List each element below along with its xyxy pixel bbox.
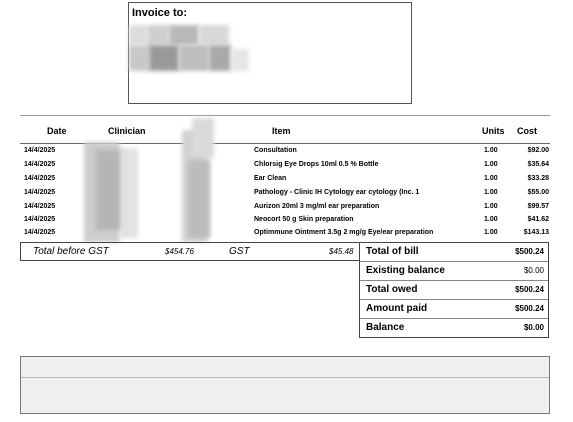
row-date: 14/4/2025 — [24, 147, 56, 154]
summary-total-of-bill — [360, 243, 548, 262]
row-units: 1.00 — [484, 175, 498, 182]
row-date: 14/4/2025 — [24, 229, 56, 236]
row-item: Optimmune Ointment 3.5g 2 mg/g Eye/ear preparation — [254, 229, 434, 236]
summary-balance — [360, 319, 548, 338]
row-date: 14/4/2025 — [24, 161, 56, 168]
summary-amount-paid — [360, 300, 548, 319]
row-cost: $55.00 — [527, 189, 549, 196]
total-before-gst-label: Total before GST — [33, 246, 109, 257]
row-cost: $35.64 — [527, 161, 549, 168]
row-units: 1.00 — [484, 203, 498, 210]
summary-box — [359, 242, 549, 338]
row-item: Ear Clean — [254, 175, 287, 182]
summary-existing-balance — [360, 262, 548, 281]
notes-box — [20, 356, 550, 414]
row-units: 1.00 — [484, 189, 498, 196]
invoice-to-box — [128, 2, 412, 104]
row-date: 14/4/2025 — [24, 189, 56, 196]
summary-total-owed — [360, 281, 548, 300]
row-date: 14/4/2025 — [24, 203, 56, 210]
row-date: 14/4/2025 — [24, 216, 56, 223]
existing-balance-label: Existing balance — [366, 265, 445, 276]
header-clinician: Clinician — [108, 126, 146, 136]
row-item: Chlorsig Eye Drops 10ml 0.5 % Bottle — [254, 161, 379, 168]
gst-label: GST — [229, 246, 250, 257]
row-units: 1.00 — [484, 161, 498, 168]
invoice-to-title: Invoice to: — [132, 7, 188, 19]
total-before-gst-box — [20, 242, 360, 261]
balance-label: Balance — [366, 322, 405, 333]
row-item: Consultation — [254, 147, 297, 154]
total-owed-value: $500.24 — [515, 285, 544, 294]
balance-value: $0.00 — [523, 323, 544, 332]
gst-value: $45.48 — [329, 247, 354, 256]
row-units: 1.00 — [484, 147, 498, 154]
total-before-gst-value: $454.76 — [165, 247, 194, 256]
row-cost: $99.57 — [527, 203, 549, 210]
row-cost: $143.13 — [523, 229, 549, 236]
amount-paid-value: $500.24 — [515, 304, 544, 313]
total-owed-label: Total owed — [366, 284, 418, 295]
notes-divider — [21, 377, 549, 378]
row-cost: $92.00 — [527, 147, 549, 154]
row-units: 1.00 — [484, 229, 498, 236]
total-of-bill-label: Total of bill — [366, 246, 419, 257]
row-item: Pathology - Clinic IH Cytology ear cytology (Inc. 1 — [254, 189, 420, 196]
existing-balance-value: $0.00 — [523, 266, 544, 275]
row-cost: $41.62 — [527, 216, 549, 223]
row-date: 14/4/2025 — [24, 175, 56, 182]
header-date: Date — [47, 126, 67, 136]
header-item: Item — [272, 126, 291, 136]
row-item: Neocort 50 g Skin preparation — [254, 216, 354, 223]
total-of-bill-value: $500.24 — [515, 247, 544, 256]
row-units: 1.00 — [484, 216, 498, 223]
header-cost: Cost — [517, 126, 537, 136]
header-units: Units — [482, 126, 505, 136]
table-top-rule — [20, 115, 550, 116]
row-cost: $33.28 — [527, 175, 549, 182]
row-item: Aurizon 20ml 3 mg/ml ear preparation — [254, 203, 380, 210]
amount-paid-label: Amount paid — [366, 303, 428, 314]
